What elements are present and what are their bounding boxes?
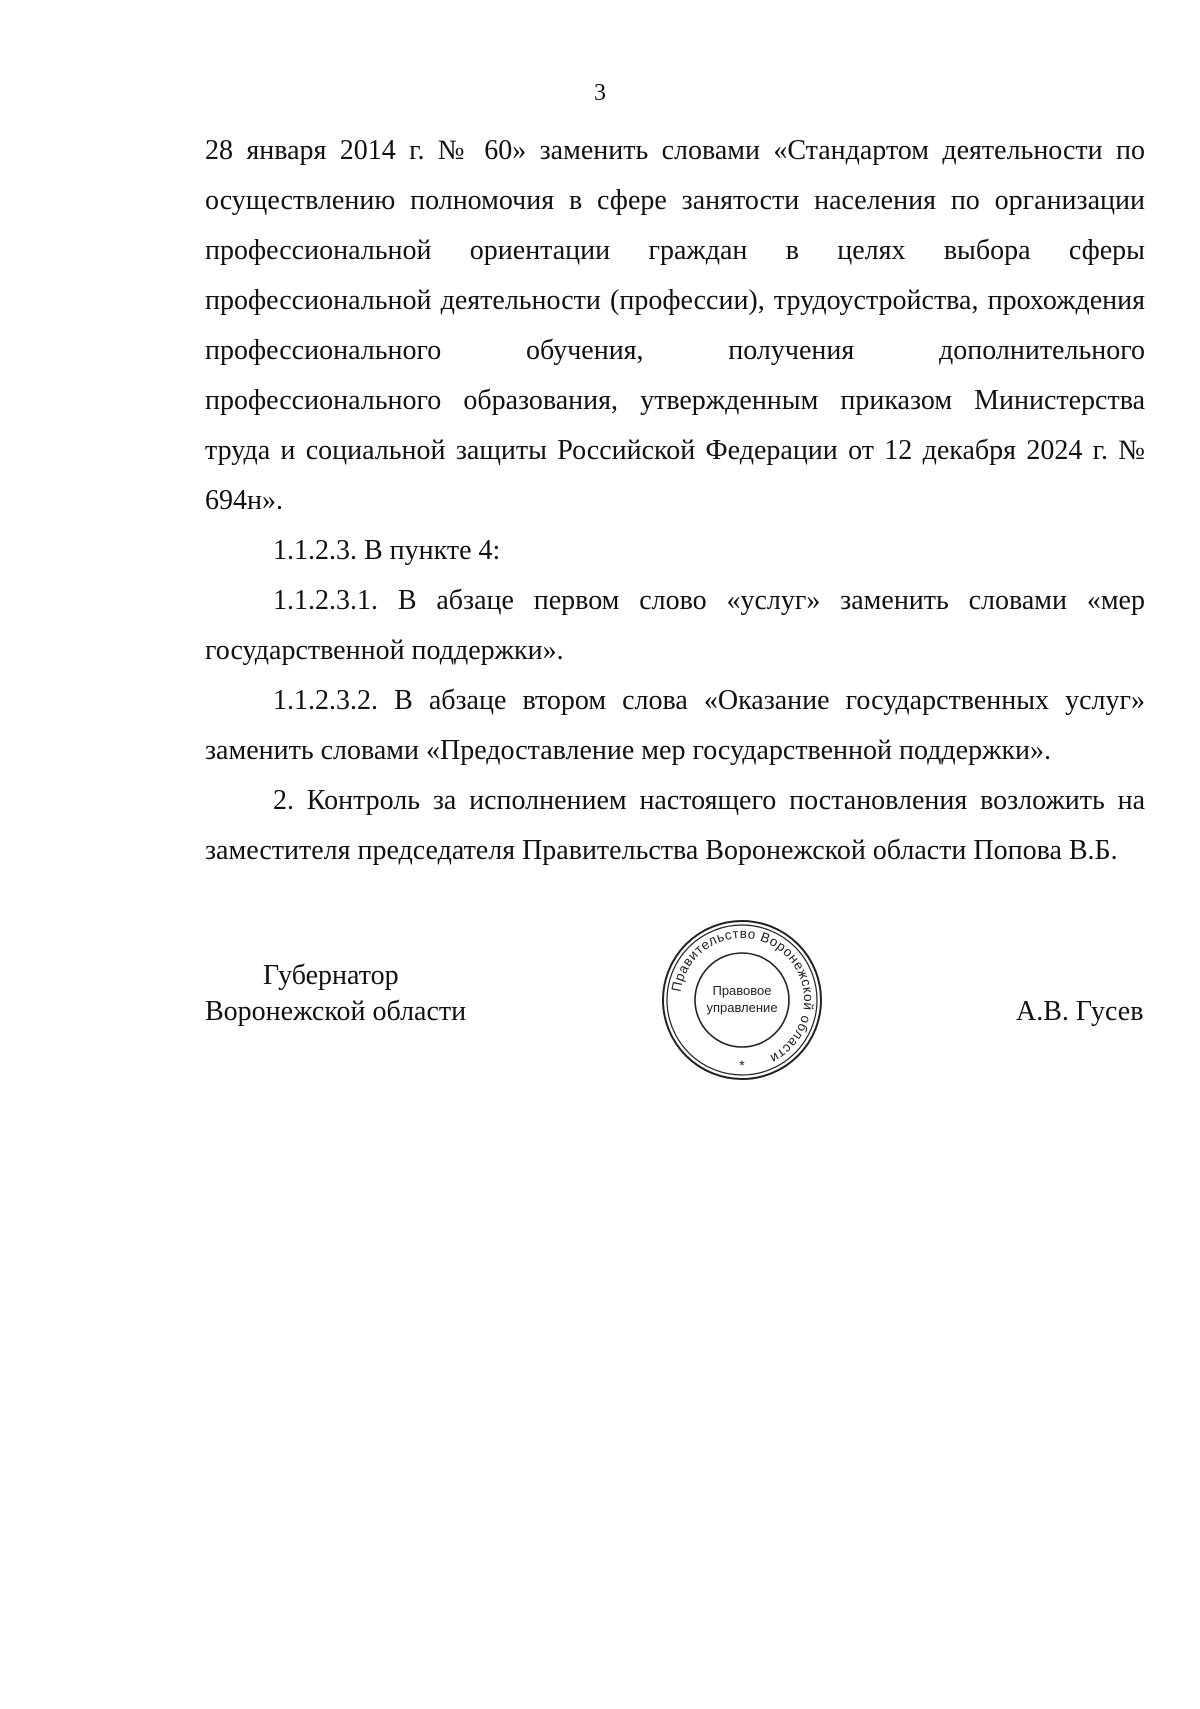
paragraph-1-1-2-3-1: 1.1.2.3.1. В абзаце первом слово «услуг» заменить словами «мер государственной поддержки». [205, 585, 1145, 666]
signatory-title [205, 958, 466, 1030]
page-number: 3 [594, 80, 606, 106]
signatory-title-line1: Губернатор [263, 960, 399, 991]
document-body [205, 126, 1145, 876]
seal-center-line1: Правовое [712, 983, 772, 998]
seal-star: * [739, 1057, 745, 1073]
paragraph-1-1-2-3-2: 1.1.2.3.2. В абзаце втором слова «Оказание государственных услуг» заменить словами «Предоставление мер государственной поддержки». [205, 685, 1145, 766]
paragraph-1-1-2-3: 1.1.2.3. В пункте 4: [273, 535, 501, 566]
signatory-title-line2: Воронежской области [205, 996, 467, 1027]
seal-icon [660, 918, 824, 1082]
seal-center-line2: управление [706, 1000, 778, 1015]
paragraph-continuation: 28 января 2014 г. № 60» заменить словами «Стандартом деятельности по осуществлению полномочия в сфере занятости населения по организации профессиональной ориентации граждан в целях выбора сферы профессиональной деятельности (профессии), трудоустройства, прохождения профессионального обучения, получения дополнительного профессионального образования, утвержденным приказом Министерства труда и социальной защиты Российской Федерации от 12 декабря 2024 г. № 694н». [205, 135, 1145, 516]
paragraph-2-control: 2. Контроль за исполнением настоящего постановления возложить на заместителя председателя Правительства Воронежской области Попова В.Б. [205, 785, 1145, 866]
seal-ring-text: Правительство Воронежской области [668, 925, 817, 1067]
signatory-name: А.В. Гусев [1016, 996, 1144, 1027]
official-seal-stamp [660, 918, 824, 1082]
